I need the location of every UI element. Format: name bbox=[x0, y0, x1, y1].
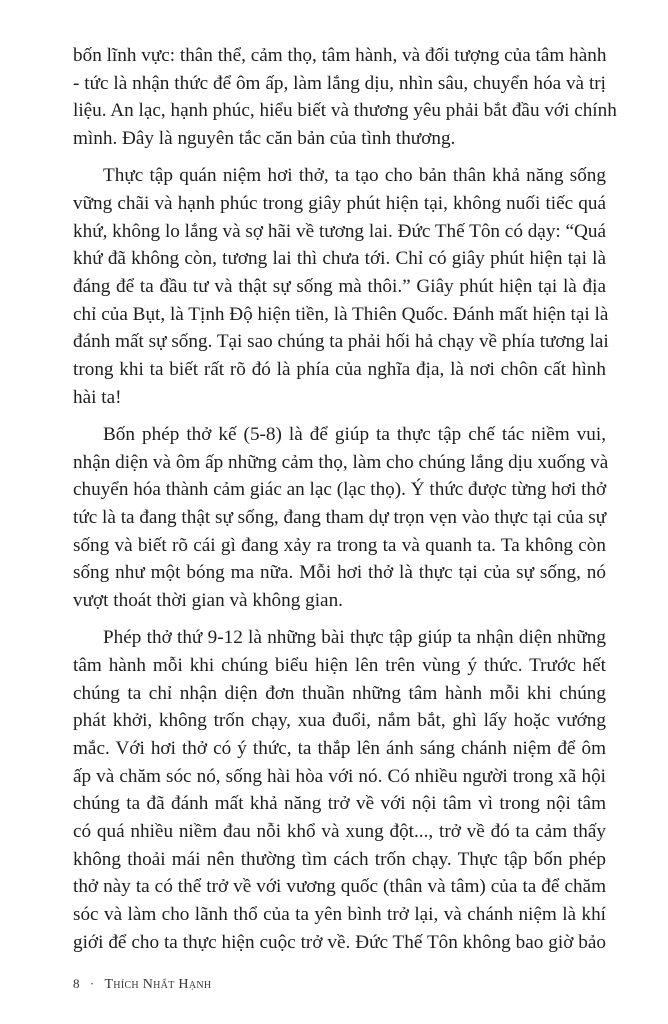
text-line: vượt thoát thời gian và không gian. bbox=[73, 590, 343, 612]
text-line: Bốn phép thở kế (5-8) là để giúp ta thực tập chế tác niềm vui, bbox=[103, 423, 606, 445]
text-line: có quá nhiều niềm đau nỗi khổ và xung đột..., trở về đó ta cảm thấy bbox=[73, 821, 606, 843]
text-line: - tức là nhận thức để ôm ấp, làm lắng dịu, nhìn sâu, chuyển hóa và trị bbox=[73, 72, 606, 94]
page-footer bbox=[73, 976, 211, 993]
text-line: hài ta! bbox=[73, 386, 122, 408]
paragraph bbox=[73, 42, 617, 153]
text-line: sống như một bóng ma nữa. Mỗi hơi thở là thực tại của sự sống, nó bbox=[73, 562, 606, 584]
text-line: ấp và chăm sóc nó, sống hài hòa với nó. Có nhiều người trong xã hội bbox=[73, 765, 606, 787]
text-line: chuyển hóa thành cảm giác an lạc (lạc thọ). Ý thức được từng hơi thở bbox=[73, 479, 607, 501]
text-line: bốn lĩnh vực: thân thể, cảm thọ, tâm hành, và đối tượng của tâm hành bbox=[73, 45, 607, 66]
text-line: chúng ta chỉ nhận diện đơn thuần những tâm hành mỗi khi chúng bbox=[73, 682, 606, 704]
page-number: 8 bbox=[73, 976, 80, 991]
author-name: Thích Nhất Hạnh bbox=[104, 977, 212, 992]
text-line: sống và biết rõ cái gì đang xảy ra trong ta và quanh ta. Ta không còn bbox=[73, 534, 606, 556]
text-line: tâm hành mỗi khi chúng biểu hiện lên trên vùng ý thức. Trước hết bbox=[73, 654, 606, 676]
text-line: Thực tập quán niệm hơi thở, ta tạo cho bản thân khả năng sống bbox=[103, 165, 606, 187]
paragraph bbox=[73, 421, 609, 615]
paragraph bbox=[73, 624, 606, 956]
text-line: mình. Đây là nguyên tắc căn bản của tình thương. bbox=[73, 128, 456, 150]
text-line: giới để cho ta thực hiện cuộc trở về. Đức Thế Tôn không bao giờ bảo bbox=[73, 931, 606, 953]
text-line: khứ, không lo lắng và sợ hãi về tương lai. Đức Thế Tôn có dạy: “Quá bbox=[73, 220, 607, 242]
text-line: sóc và làm cho lãnh thổ của ta yên bình trở lại, và chánh niệm là khí bbox=[73, 904, 606, 926]
text-line: chúng ta đã đánh mất khả năng trở về với nội tâm vì trong nội tâm bbox=[73, 793, 606, 815]
page-body bbox=[73, 42, 617, 966]
text-line: mắc. Với hơi thở có ý thức, ta thắp lên ánh sáng chánh niệm để ôm bbox=[73, 738, 606, 759]
text-line: khứ đã không còn, tương lai thì chưa tới. Chỉ có giây phút hiện tại là bbox=[73, 248, 606, 270]
text-line: phát khởi, không trốn chạy, xua đuổi, nắm bắt, ghì lấy hoặc vướng bbox=[73, 710, 606, 732]
text-line: thở này ta có thể trở về với vương quốc (thân và tâm) của ta để chăm bbox=[73, 876, 606, 898]
text-line: đánh mất sự sống. Tại sao chúng ta phải hối hả chạy về phía tương lai bbox=[73, 331, 609, 353]
text-line: Phép thở thứ 9-12 là những bài thực tập giúp ta nhận diện những bbox=[103, 627, 606, 649]
footer-separator: · bbox=[89, 976, 95, 991]
text-line: tức là ta đang thật sự sống, đang tham dự trọn vẹn vào thực tại của sự bbox=[73, 507, 607, 528]
text-line: vững chãi và hạnh phúc trong giây phút hiện tại, không nuối tiếc quá bbox=[73, 192, 606, 214]
text-line: liệu. An lạc, hạnh phúc, hiểu biết và thương yêu phải bắt đầu với chính bbox=[73, 100, 617, 122]
text-line: chỉ của Bụt, là Tịnh Độ hiện tiền, là Thiên Quốc. Đánh mất hiện tại là bbox=[73, 303, 609, 325]
text-line: không thoải mái nên thường tìm cách trốn chạy. Thực tập bốn phép bbox=[73, 848, 606, 870]
text-line: đáng để ta đầu tư và thật sự sống mà thôi.” Giây phút hiện tại là địa bbox=[73, 276, 606, 297]
text-line: nhận diện và ôm ấp những cảm thọ, làm cho chúng lắng dịu xuống và bbox=[73, 451, 609, 473]
text-line: trong khi ta biết rất rõ đó là phía của nghĩa địa, là nơi chôn cất hình bbox=[73, 359, 606, 381]
paragraph bbox=[73, 162, 609, 411]
